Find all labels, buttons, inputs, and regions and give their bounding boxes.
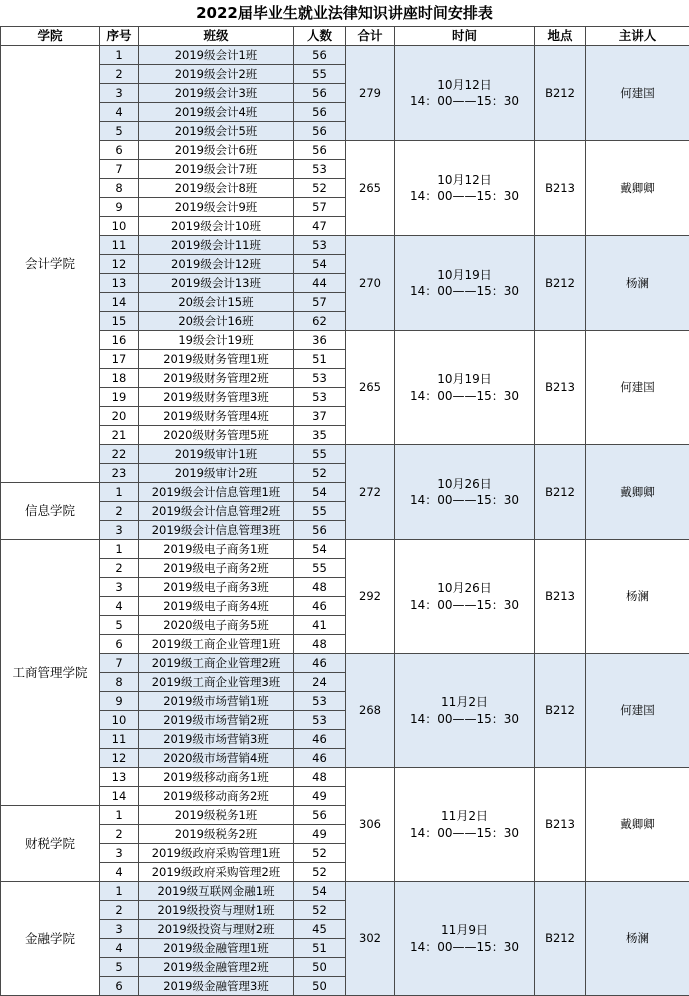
class-number: 5 <box>100 958 139 977</box>
session-room: B212 <box>535 654 586 768</box>
session-speaker: 戴卿卿 <box>586 768 689 882</box>
page-title: 2022届毕业生就业法律知识讲座时间安排表 <box>0 0 689 26</box>
student-count: 56 <box>294 46 346 65</box>
session-total: 306 <box>346 768 395 882</box>
class-number: 19 <box>100 388 139 407</box>
session-date: 10月19日 <box>395 371 534 387</box>
class-number: 14 <box>100 787 139 806</box>
student-count: 53 <box>294 369 346 388</box>
class-name: 2019级会计信息管理2班 <box>139 502 294 521</box>
student-count: 53 <box>294 160 346 179</box>
class-name: 2019级金融管理1班 <box>139 939 294 958</box>
session-hours: 14：00——15：30 <box>395 597 534 613</box>
header-time: 时间 <box>395 27 535 46</box>
session-room: B213 <box>535 540 586 654</box>
class-number: 15 <box>100 312 139 331</box>
class-number: 1 <box>100 540 139 559</box>
header-count: 人数 <box>294 27 346 46</box>
student-count: 46 <box>294 749 346 768</box>
student-count: 48 <box>294 635 346 654</box>
table-row <box>1 445 689 464</box>
student-count: 50 <box>294 958 346 977</box>
session-time <box>395 445 535 540</box>
session-hours: 14：00——15：30 <box>395 188 534 204</box>
session-speaker: 杨澜 <box>586 882 689 996</box>
student-count: 55 <box>294 502 346 521</box>
session-hours: 14：00——15：30 <box>395 939 534 955</box>
table-row <box>1 882 689 901</box>
class-name: 2019级会计信息管理3班 <box>139 521 294 540</box>
class-name: 20级会计16班 <box>139 312 294 331</box>
table-row <box>1 331 689 350</box>
table-row <box>1 654 689 673</box>
session-time <box>395 882 535 996</box>
class-number: 4 <box>100 939 139 958</box>
class-number: 6 <box>100 977 139 996</box>
student-count: 37 <box>294 407 346 426</box>
class-number: 1 <box>100 882 139 901</box>
session-date: 10月26日 <box>395 476 534 492</box>
class-name: 2019级会计5班 <box>139 122 294 141</box>
class-number: 1 <box>100 46 139 65</box>
class-name: 2019级会计12班 <box>139 255 294 274</box>
class-name: 20级会计15班 <box>139 293 294 312</box>
table-row <box>1 540 689 559</box>
student-count: 51 <box>294 939 346 958</box>
class-number: 22 <box>100 445 139 464</box>
student-count: 52 <box>294 179 346 198</box>
student-count: 53 <box>294 711 346 730</box>
student-count: 50 <box>294 977 346 996</box>
student-count: 54 <box>294 483 346 502</box>
class-number: 6 <box>100 635 139 654</box>
student-count: 24 <box>294 673 346 692</box>
class-name: 2019级市场营销3班 <box>139 730 294 749</box>
class-number: 9 <box>100 692 139 711</box>
header-row <box>1 27 689 46</box>
student-count: 48 <box>294 768 346 787</box>
header-number: 序号 <box>100 27 139 46</box>
class-name: 2019级会计13班 <box>139 274 294 293</box>
session-room: B213 <box>535 331 586 445</box>
student-count: 55 <box>294 65 346 84</box>
session-hours: 14：00——15：30 <box>395 283 534 299</box>
session-hours: 14：00——15：30 <box>395 492 534 508</box>
class-number: 14 <box>100 293 139 312</box>
student-count: 56 <box>294 521 346 540</box>
class-number: 11 <box>100 730 139 749</box>
student-count: 53 <box>294 692 346 711</box>
session-speaker: 杨澜 <box>586 236 689 331</box>
session-total: 270 <box>346 236 395 331</box>
header-college: 学院 <box>1 27 100 46</box>
college-cell: 金融学院 <box>1 882 100 996</box>
class-name: 2020级市场营销4班 <box>139 749 294 768</box>
class-number: 5 <box>100 616 139 635</box>
class-name: 2019级金融管理3班 <box>139 977 294 996</box>
student-count: 52 <box>294 464 346 483</box>
student-count: 49 <box>294 825 346 844</box>
student-count: 46 <box>294 730 346 749</box>
session-time <box>395 331 535 445</box>
class-name: 2019级工商企业管理3班 <box>139 673 294 692</box>
class-number: 8 <box>100 179 139 198</box>
session-hours: 14：00——15：30 <box>395 825 534 841</box>
session-room: B212 <box>535 46 586 141</box>
student-count: 48 <box>294 578 346 597</box>
class-name: 2019级审计2班 <box>139 464 294 483</box>
class-name: 2019级会计信息管理1班 <box>139 483 294 502</box>
class-number: 4 <box>100 863 139 882</box>
class-name: 2019级会计11班 <box>139 236 294 255</box>
class-number: 1 <box>100 483 139 502</box>
student-count: 49 <box>294 787 346 806</box>
session-total: 272 <box>346 445 395 540</box>
session-time <box>395 236 535 331</box>
student-count: 57 <box>294 198 346 217</box>
student-count: 62 <box>294 312 346 331</box>
student-count: 51 <box>294 350 346 369</box>
session-date: 11月2日 <box>395 694 534 710</box>
student-count: 55 <box>294 559 346 578</box>
table-row <box>1 768 689 787</box>
session-date: 11月2日 <box>395 808 534 824</box>
class-name: 2019级金融管理2班 <box>139 958 294 977</box>
class-number: 3 <box>100 521 139 540</box>
session-room: B213 <box>535 141 586 236</box>
student-count: 54 <box>294 882 346 901</box>
session-date: 10月12日 <box>395 77 534 93</box>
session-total: 265 <box>346 331 395 445</box>
session-time <box>395 46 535 141</box>
class-number: 16 <box>100 331 139 350</box>
class-number: 4 <box>100 597 139 616</box>
class-number: 10 <box>100 217 139 236</box>
class-name: 2019级会计4班 <box>139 103 294 122</box>
session-room: B212 <box>535 236 586 331</box>
session-total: 265 <box>346 141 395 236</box>
class-number: 18 <box>100 369 139 388</box>
class-name: 2019级税务2班 <box>139 825 294 844</box>
class-number: 3 <box>100 844 139 863</box>
class-number: 11 <box>100 236 139 255</box>
class-name: 2019级市场营销1班 <box>139 692 294 711</box>
class-number: 8 <box>100 673 139 692</box>
session-hours: 14：00——15：30 <box>395 93 534 109</box>
college-cell: 财税学院 <box>1 806 100 882</box>
session-total: 268 <box>346 654 395 768</box>
class-name: 2019级财务管理3班 <box>139 388 294 407</box>
session-speaker: 何建国 <box>586 331 689 445</box>
header-speaker: 主讲人 <box>586 27 689 46</box>
class-name: 2019级会计9班 <box>139 198 294 217</box>
class-name: 2019级工商企业管理2班 <box>139 654 294 673</box>
table-row <box>1 46 689 65</box>
class-name: 2019级工商企业管理1班 <box>139 635 294 654</box>
session-hours: 14：00——15：30 <box>395 711 534 727</box>
session-hours: 14：00——15：30 <box>395 388 534 404</box>
college-cell: 信息学院 <box>1 483 100 540</box>
class-number: 2 <box>100 559 139 578</box>
class-name: 2019级财务管理2班 <box>139 369 294 388</box>
class-number: 20 <box>100 407 139 426</box>
session-total: 292 <box>346 540 395 654</box>
class-name: 2019级会计10班 <box>139 217 294 236</box>
class-name: 2019级电子商务2班 <box>139 559 294 578</box>
student-count: 46 <box>294 654 346 673</box>
student-count: 53 <box>294 236 346 255</box>
class-number: 1 <box>100 806 139 825</box>
class-name: 2019级政府采购管理2班 <box>139 863 294 882</box>
class-name: 2019级电子商务4班 <box>139 597 294 616</box>
class-number: 3 <box>100 84 139 103</box>
student-count: 52 <box>294 863 346 882</box>
class-name: 2019级移动商务1班 <box>139 768 294 787</box>
class-name: 2019级会计3班 <box>139 84 294 103</box>
class-name: 2019级会计6班 <box>139 141 294 160</box>
class-name: 19级会计19班 <box>139 331 294 350</box>
student-count: 36 <box>294 331 346 350</box>
class-name: 2019级互联网金融1班 <box>139 882 294 901</box>
session-time <box>395 654 535 768</box>
header-class: 班级 <box>139 27 294 46</box>
class-number: 9 <box>100 198 139 217</box>
student-count: 44 <box>294 274 346 293</box>
class-number: 2 <box>100 825 139 844</box>
class-number: 13 <box>100 274 139 293</box>
class-number: 4 <box>100 103 139 122</box>
class-number: 2 <box>100 901 139 920</box>
schedule-body <box>1 46 689 996</box>
session-speaker: 戴卿卿 <box>586 141 689 236</box>
class-name: 2019级会计2班 <box>139 65 294 84</box>
class-number: 7 <box>100 654 139 673</box>
session-room: B212 <box>535 882 586 996</box>
session-date: 10月19日 <box>395 267 534 283</box>
class-name: 2019级电子商务3班 <box>139 578 294 597</box>
student-count: 56 <box>294 122 346 141</box>
student-count: 52 <box>294 901 346 920</box>
student-count: 53 <box>294 388 346 407</box>
session-time <box>395 540 535 654</box>
class-number: 12 <box>100 255 139 274</box>
session-date: 10月12日 <box>395 172 534 188</box>
class-number: 2 <box>100 502 139 521</box>
student-count: 56 <box>294 103 346 122</box>
student-count: 55 <box>294 445 346 464</box>
class-name: 2019级会计8班 <box>139 179 294 198</box>
session-room: B213 <box>535 768 586 882</box>
class-name: 2020级财务管理5班 <box>139 426 294 445</box>
student-count: 57 <box>294 293 346 312</box>
class-name: 2019级市场营销2班 <box>139 711 294 730</box>
student-count: 47 <box>294 217 346 236</box>
table-row <box>1 236 689 255</box>
table-row <box>1 141 689 160</box>
class-name: 2019级会计7班 <box>139 160 294 179</box>
student-count: 41 <box>294 616 346 635</box>
student-count: 35 <box>294 426 346 445</box>
student-count: 46 <box>294 597 346 616</box>
class-number: 7 <box>100 160 139 179</box>
class-name: 2019级税务1班 <box>139 806 294 825</box>
class-number: 10 <box>100 711 139 730</box>
class-number: 6 <box>100 141 139 160</box>
student-count: 54 <box>294 540 346 559</box>
session-total: 302 <box>346 882 395 996</box>
class-number: 17 <box>100 350 139 369</box>
class-number: 3 <box>100 920 139 939</box>
class-name: 2019级审计1班 <box>139 445 294 464</box>
student-count: 56 <box>294 84 346 103</box>
session-date: 10月26日 <box>395 580 534 596</box>
class-name: 2019级政府采购管理1班 <box>139 844 294 863</box>
class-number: 5 <box>100 122 139 141</box>
session-speaker: 何建国 <box>586 654 689 768</box>
class-name: 2019级电子商务1班 <box>139 540 294 559</box>
header-total: 合计 <box>346 27 395 46</box>
session-speaker: 戴卿卿 <box>586 445 689 540</box>
student-count: 56 <box>294 141 346 160</box>
student-count: 52 <box>294 844 346 863</box>
class-number: 23 <box>100 464 139 483</box>
class-name: 2020级电子商务5班 <box>139 616 294 635</box>
class-name: 2019级财务管理4班 <box>139 407 294 426</box>
class-name: 2019级投资与理财1班 <box>139 901 294 920</box>
student-count: 54 <box>294 255 346 274</box>
student-count: 56 <box>294 806 346 825</box>
college-cell: 会计学院 <box>1 46 100 483</box>
session-speaker: 何建国 <box>586 46 689 141</box>
header-location: 地点 <box>535 27 586 46</box>
session-time <box>395 141 535 236</box>
class-number: 12 <box>100 749 139 768</box>
class-number: 2 <box>100 65 139 84</box>
student-count: 45 <box>294 920 346 939</box>
class-name: 2019级财务管理1班 <box>139 350 294 369</box>
session-time <box>395 768 535 882</box>
college-cell: 工商管理学院 <box>1 540 100 806</box>
class-number: 13 <box>100 768 139 787</box>
class-name: 2019级移动商务2班 <box>139 787 294 806</box>
session-total: 279 <box>346 46 395 141</box>
session-date: 11月9日 <box>395 922 534 938</box>
class-name: 2019级投资与理财2班 <box>139 920 294 939</box>
session-speaker: 杨澜 <box>586 540 689 654</box>
class-number: 21 <box>100 426 139 445</box>
schedule-table <box>0 26 689 996</box>
class-name: 2019级会计1班 <box>139 46 294 65</box>
class-number: 3 <box>100 578 139 597</box>
session-room: B212 <box>535 445 586 540</box>
